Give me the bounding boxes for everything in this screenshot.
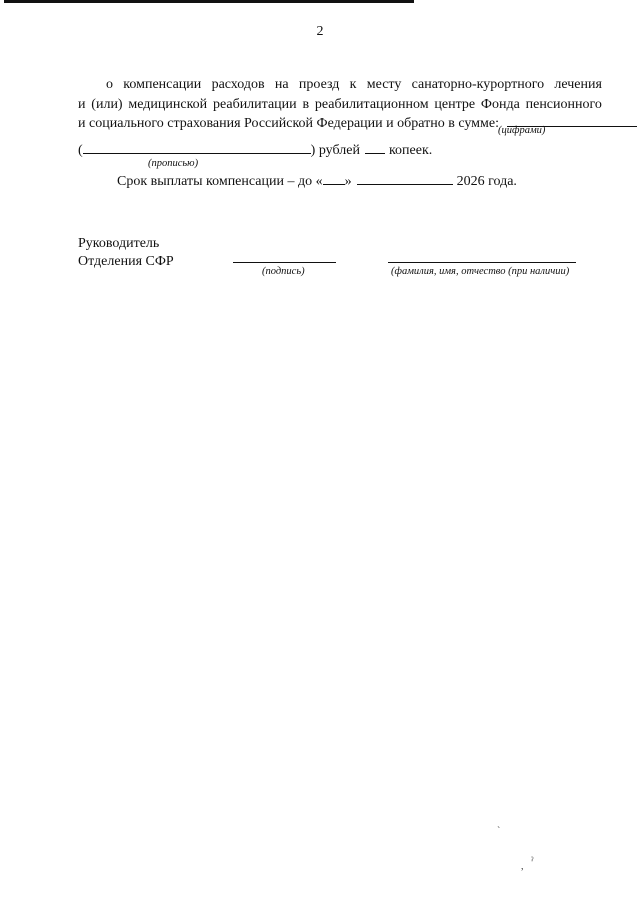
word: на [274, 77, 289, 92]
word: в [302, 96, 310, 112]
kopecks-blank [365, 141, 385, 154]
word: центре [434, 96, 476, 112]
deadline-prefix: Срок выплаты компенсации – до « [117, 174, 323, 189]
signatory-title-line-1: Руководитель [78, 236, 160, 251]
word: месту [366, 77, 402, 92]
word: расходов [211, 77, 265, 92]
word: компенсации [123, 77, 202, 92]
caption-digits: (цифрами) [498, 125, 546, 136]
word: реабилитации [212, 96, 297, 112]
amount-words-line [78, 141, 432, 159]
word: проезд [298, 77, 340, 92]
page-number: 2 [316, 24, 324, 39]
word: реабилитационном [314, 96, 429, 112]
caption-signature: (подпись) [262, 266, 305, 277]
word: (или) [91, 96, 123, 112]
paragraph-line-1 [78, 75, 602, 95]
word: медицинской [128, 96, 208, 112]
amount-words-blank [83, 141, 311, 154]
signature-line [233, 262, 336, 263]
caption-words: (прописью) [148, 158, 199, 169]
word: о [106, 77, 113, 92]
word: к [349, 77, 357, 92]
name-line [388, 262, 576, 263]
word: и [78, 96, 86, 112]
scan-speck: ˋ [497, 826, 501, 837]
scan-speck: ˀ [531, 856, 534, 867]
kopecks-label: копеек. [388, 143, 433, 158]
caption-name: (фамилия, имя, отчество (при наличии) [391, 266, 570, 277]
word: Фонда [480, 96, 520, 112]
month-blank [357, 172, 453, 185]
top-border-line [4, 0, 414, 3]
open-paren: ( [78, 143, 83, 158]
paragraph-line-2 [78, 95, 602, 115]
word: пенсионного [525, 96, 602, 112]
deadline-mid: » [344, 174, 352, 189]
word: лечения [554, 77, 602, 92]
scan-speck: , [521, 861, 524, 872]
line3-text: и социального страхования Российской Федерации и обратно в сумме: [78, 116, 499, 131]
signatory-title [78, 235, 174, 271]
word: санаторно-курортного [411, 77, 545, 92]
day-blank [323, 172, 345, 185]
rubles-label: ) рублей [310, 143, 360, 158]
signatory-title-line-2: Отделения СФР [78, 254, 174, 269]
deadline-line [117, 172, 517, 190]
deadline-suffix: 2026 года. [456, 174, 517, 189]
